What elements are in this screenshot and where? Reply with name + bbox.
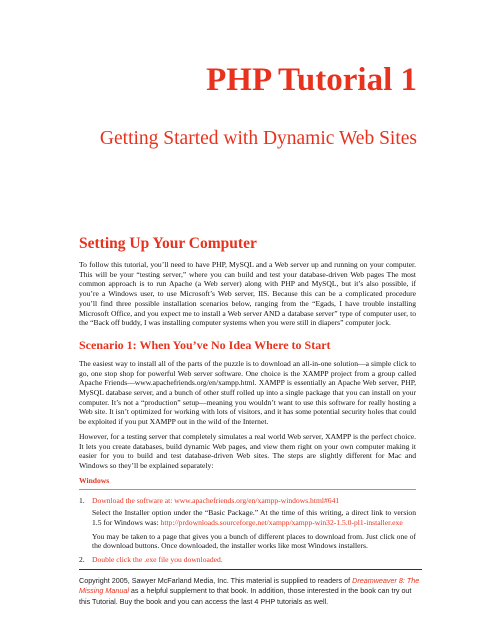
step-text: Double click the .exe file you downloaded. — [92, 555, 223, 565]
section-heading-setup: Setting Up Your Computer — [79, 235, 257, 252]
step-item — [79, 555, 416, 565]
step-number: 2. — [79, 555, 85, 565]
footer-text: Copyright 2005, Sawyer McFarland Media, Inc. This material is supplied to readers of — [79, 576, 353, 585]
platform-label-windows: Windows — [79, 475, 110, 485]
installer-link[interactable]: http://prdownloads.sourceforge.net/xampp/xampp-win32-1.5.0-pl1-installer.exe — [160, 518, 403, 528]
step-detail — [92, 508, 416, 527]
page-subtitle: Getting Started with Dynamic Web Sites — [99, 128, 417, 149]
footer-text: as a helpful supplement to that book. In addition, those interested in the book can try out this Tutorial. Buy the book and you can access the last 4 PHP tutorials as well. — [79, 586, 412, 606]
step-detail-text: Select the Installer option under the “Basic Package.” At the time of this writing, a direct link to version 1.5 for Windows was: — [92, 508, 416, 528]
download-link[interactable]: www.apachefriends.org/en/xampp-windows.html#641 — [174, 495, 340, 505]
section-divider — [79, 489, 416, 490]
step-text — [92, 496, 339, 506]
section-heading-scenario-1: Scenario 1: When You’ve No Idea Where to Start — [79, 337, 331, 352]
page-title: PHP Tutorial 1 — [206, 62, 417, 98]
step-detail: You may be taken to a page that gives you a bunch of different places to download from. Just click one of the download buttons. Once downloaded, the installer works like most Windows installers. — [92, 531, 416, 551]
scenario-paragraph-1: The easiest way to install all of the parts of the puzzle is to download an all-in-one solution—a simple click to go, one stop shop for powerful Web server software. One choice is the XAMPP project from a group called Apache Friends—www.apachefriends.org/en/xampp.html. XAMPP is essentially an Apache Web server, PHP, MySQL database server, and a bunch of other stuff rolled up into a single package that you can install on your computer. It’s not a “production” setup—meaning you wouldn’t want to use this software for really hosting a Web site. It isn’t optimized for working with lots of visitors, and it has some potential security holes that could be exploited if you put XAMPP out in the wild of the Internet. — [79, 358, 416, 427]
step-text-prefix: Download the software at: — [92, 495, 175, 505]
step-item — [79, 496, 416, 506]
step-number: 1. — [79, 495, 85, 505]
scenario-paragraph-2: However, for a testing server that completely simulates a real world Web server, XAMPP is the perfect choice. It lets you create databases, build dynamic Web pages, and view them right on your own computer making it easier for you to build and test database-driven Web sites. The steps are slightly different for Mac and Windows so they’ll be explained separately: — [79, 431, 416, 470]
main-content — [79, 235, 416, 568]
book-title: Dreamweaver 8: The Missing Manual — [79, 576, 420, 596]
setup-paragraph: To follow this tutorial, you’ll need to have PHP, MySQL and a Web server up and running on your computer. This will be your “testing server,” where you can build and test your database-driven Web pages The most common approach is to run Apache (a Web server) along with PHP and MySQL, but it’s also possible, if you’re a Windows user, to use Microsoft’s Web server, IIS. Because this can be a complicated procedure you’ll find three possible installation scenarios below, ranging from the “Egads, I have trouble installing Microsoft Office, and you expect me to install a Web server AND a database server” type of computer user, to the “Back off buddy, I was installing computer systems when you were still in diapers” computer jock. — [79, 260, 416, 328]
copyright-footer — [79, 569, 422, 607]
